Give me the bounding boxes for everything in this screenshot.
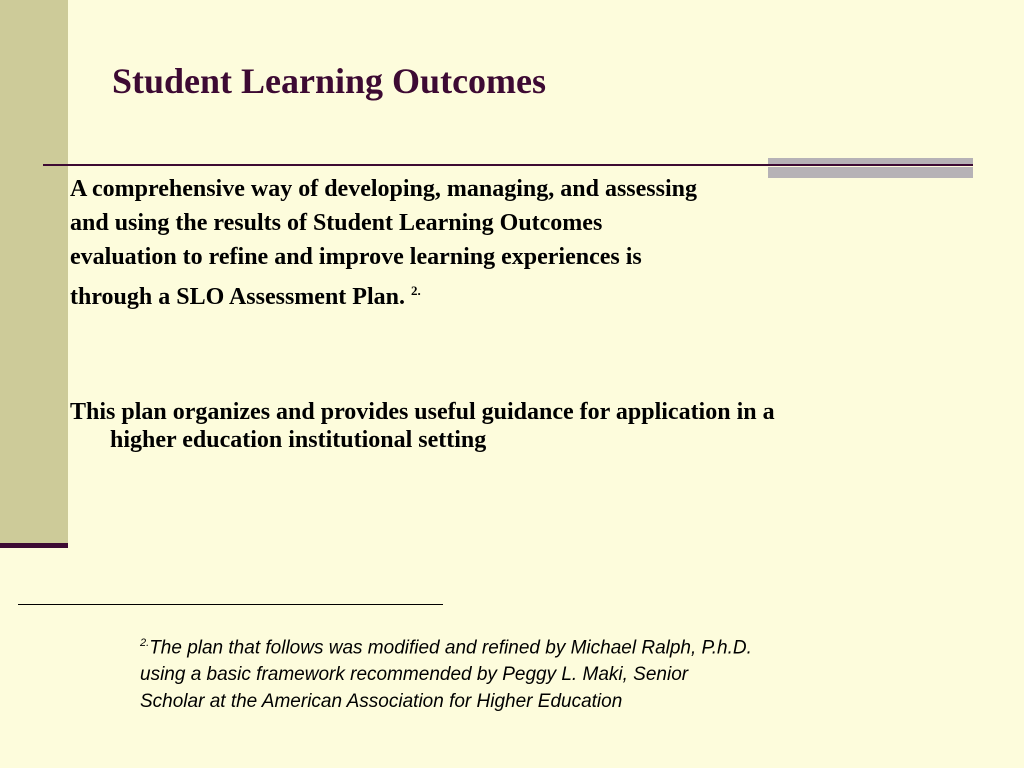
paragraph-guidance	[70, 398, 950, 454]
footnote-line-text: The plan that follows was modified and refined by Michael Ralph, P.h.D.	[149, 637, 752, 659]
title-divider	[43, 164, 973, 166]
footnote-reference: 2.	[410, 283, 421, 298]
footnote-divider	[18, 604, 443, 605]
paragraph-line: evaluation to refine and improve learning experiences is	[70, 244, 642, 270]
paragraph-line: A comprehensive way of developing, managing, and assessing	[70, 176, 697, 202]
footnote-line: Scholar at the American Association for Higher Education	[140, 691, 623, 713]
paragraph-line: This plan organizes and provides useful guidance for application in a	[70, 399, 775, 425]
paragraph-line-text: through a SLO Assessment Plan.	[70, 284, 411, 310]
side-band	[0, 0, 68, 545]
paragraph-line	[70, 274, 950, 314]
footnote	[140, 630, 920, 715]
footnote-marker: 2.	[140, 637, 150, 649]
slide-title: Student Learning Outcomes	[112, 61, 547, 101]
paragraph-line: and using the results of Student Learning Outcomes	[70, 210, 603, 236]
paragraph-line: higher education institutional setting	[110, 427, 487, 453]
footnote-line	[140, 630, 920, 661]
footnote-line: using a basic framework recommended by Peggy L. Maki, Senior	[140, 664, 689, 686]
side-band-rule	[0, 543, 68, 548]
paragraph-slo-plan	[70, 172, 950, 314]
